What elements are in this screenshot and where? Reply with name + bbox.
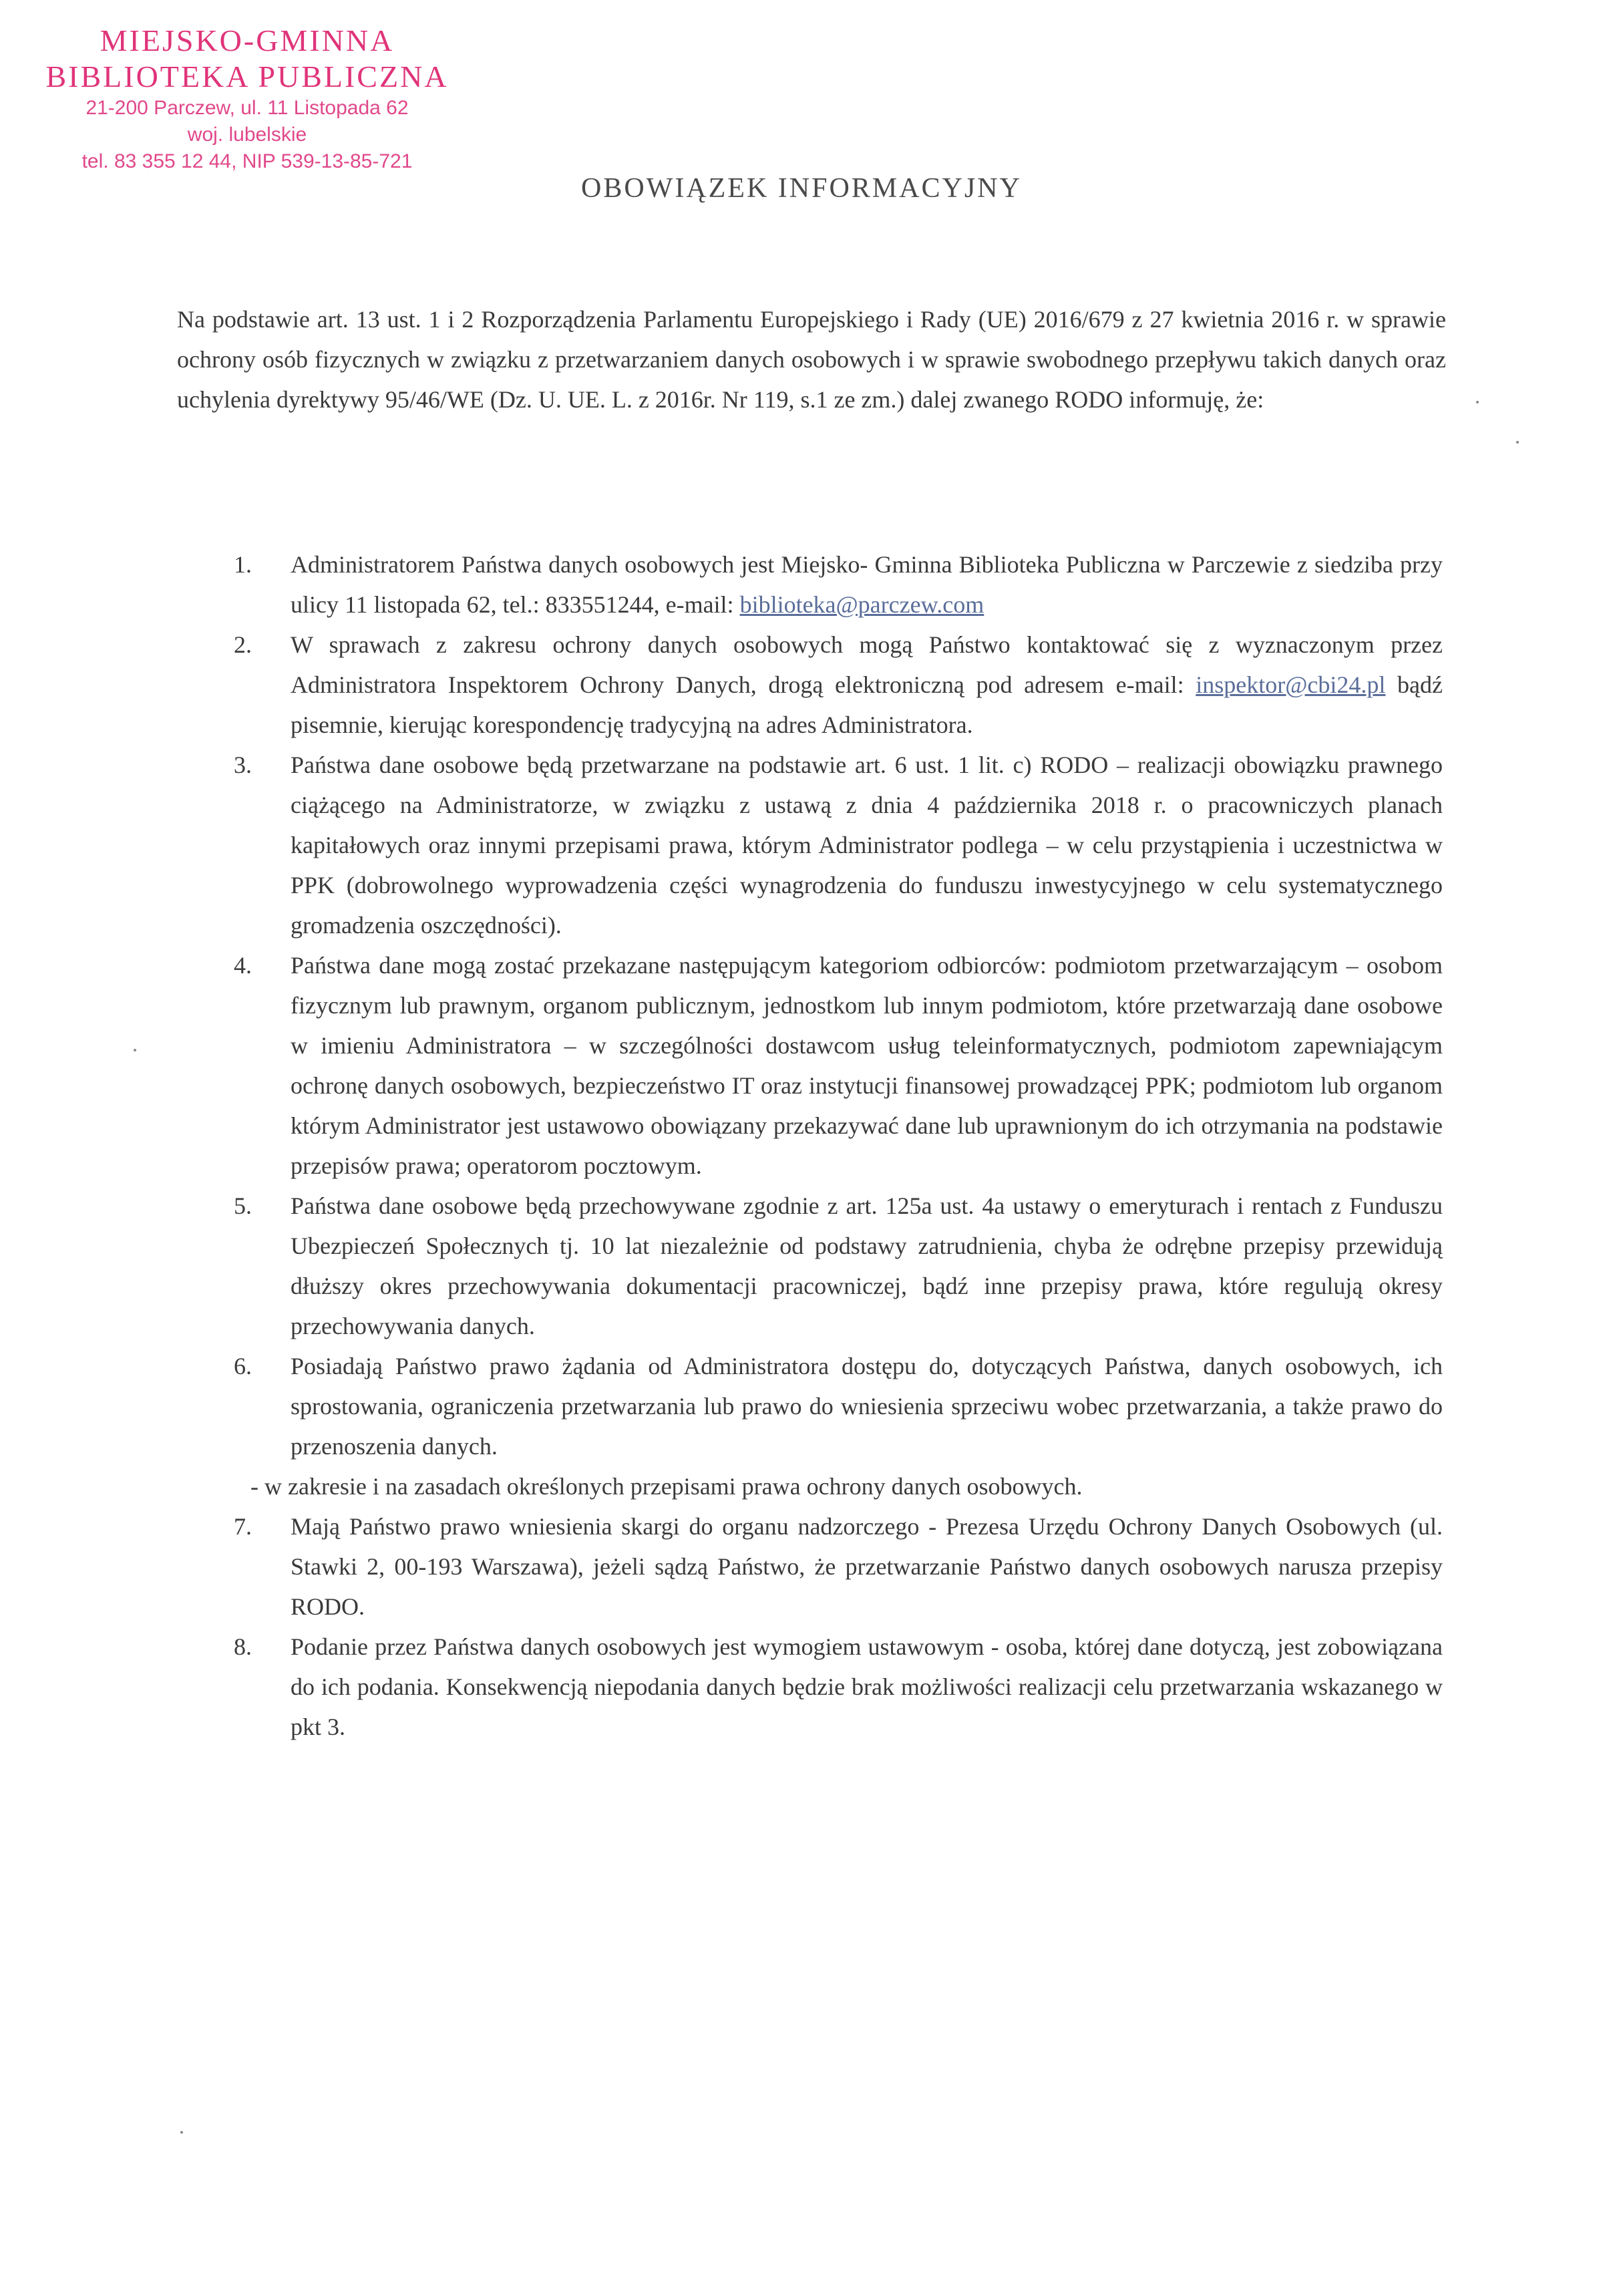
clause-number: 8. (234, 1633, 252, 1660)
scan-speck (1516, 441, 1519, 444)
clause-number: 4. (234, 952, 252, 979)
clause-number: 7. (234, 1513, 252, 1540)
stamp-name-line2: BIBLIOTEKA PUBLICZNA (45, 59, 449, 94)
stamp-region: woj. lubelskie (187, 124, 307, 146)
library-email-link[interactable]: biblioteka@parczew.com (739, 591, 985, 618)
scan-speck (1476, 401, 1479, 403)
stamp-contact: tel. 83 355 12 44, NIP 539-13-85-721 (81, 150, 413, 172)
clause-number: 3. (234, 752, 252, 778)
clause-5 (220, 1186, 1443, 1346)
clause-4 (220, 945, 1443, 1186)
inspector-email-link[interactable]: inspektor@cbi24.pl (1196, 671, 1386, 698)
clause-2 (220, 625, 1443, 745)
clause-text: Państwa dane mogą zostać przekazane następującym kategoriom odbiorców: podmiotom przetwarzającym – osobom fizycznym lub prawnym, organom publicznym, jednostkom lub innym podmiotom, które przetwarzają dane osobowe w imieniu Administratora – w szczególności dostawcom usług teleinformatycznych, podmiotom zapewniającym ochronę danych osobowych, bezpieczeństwo IT oraz instytucji finansowej prowadzącej PPK; podmiotom lub organom którym Administrator jest ustawowo obowiązany przekazywać dane lub uprawnionym do ich otrzymania na podstawie przepisów prawa; operatorom pocztowym. (291, 952, 1443, 1179)
clause-number: 1. (234, 551, 252, 578)
clause-text: Państwa dane osobowe będą przetwarzane na podstawie art. 6 ust. 1 lit. c) RODO – realizacji obowiązku prawnego ciążącego na Administratorze, w związku z ustawą z dnia 4 października 2018 r. o pracowniczych planach kapitałowych oraz innymi przepisami prawa, którym Administrator podlega – w celu przystąpienia i uczestnictwa w PPK (dobrowolnego wyprowadzenia części wynagrodzenia do funduszu inwestycyjnego w celu systematycznego gromadzenia oszczędności). (291, 752, 1443, 939)
clause-6-note: - w zakresie i na zasadach określonych przepisami prawa ochrony danych osobowych. (250, 1473, 1083, 1500)
stamp-name-line1: MIEJSKO-GMINNA (100, 23, 395, 57)
clause-1 (220, 544, 1443, 625)
document-title: OBOWIĄZEK INFORMACYJNY (581, 173, 1022, 204)
intro-paragraph: Na podstawie art. 13 ust. 1 i 2 Rozporządzenia Parlamentu Europejskiego i Rady (UE) 2016/679 z 27 kwietnia 2016 r. w sprawie ochrony osób fizycznych w związku z przetwarzaniem danych osobowych i w sprawie swobodnego przepływu takich danych oraz uchylenia dyrektywy 95/46/WE (Dz. U. UE. L. z 2016r. Nr 119, s.1 ze zm.) dalej zwanego RODO informuję, że: (177, 306, 1446, 413)
clause-number: 6. (234, 1353, 252, 1379)
clause-list (220, 544, 1443, 1747)
clause-text: Podanie przez Państwa danych osobowych jest wymogiem ustawowym - osoba, której dane dotyczą, jest zobowiązana do ich podania. Konsekwencją niepodania danych będzie brak możliwości realizacji celu przetwarzania wskazanego w pkt 3. (291, 1633, 1443, 1740)
clause-6 (220, 1346, 1443, 1466)
clause-6-note-row (220, 1466, 1443, 1506)
scan-speck (180, 2131, 183, 2134)
scan-speck (134, 1049, 136, 1051)
clause-text: Mają Państwo prawo wniesienia skargi do organu nadzorczego - Prezesa Urzędu Ochrony Danych Osobowych (ul. Stawki 2, 00-193 Warszawa), jeżeli sądzą Państwo, że przetwarzanie Państwo danych osobowych narusza przepisy RODO. (291, 1513, 1443, 1620)
clause-8 (220, 1627, 1443, 1747)
library-stamp (40, 23, 508, 175)
stamp-address: 21-200 Parczew, ul. 11 Listopada 62 (85, 97, 409, 119)
clause-text-after: bądź pisemnie, kierując korespondencję tradycyjną na adres Administratora. (291, 671, 1443, 738)
clause-7 (220, 1506, 1443, 1627)
clause-number: 5. (234, 1192, 252, 1219)
clause-text: W sprawach z zakresu ochrony danych osobowych mogą Państwo kontaktować się z wyznaczonym przez Administratora Inspektorem Ochrony Danych, drogą elektroniczną pod adresem e-mail: (291, 631, 1443, 698)
clause-text: Posiadają Państwo prawo żądania od Administratora dostępu do, dotyczących Państwa, danych osobowych, ich sprostowania, ograniczenia przetwarzania lub prawo do wniesienia sprzeciwu wobec przetwarzania, a także prawo do przenoszenia danych. (291, 1353, 1443, 1460)
clause-text: Państwa dane osobowe będą przechowywane zgodnie z art. 125a ust. 4a ustawy o emeryturach i rentach z Funduszu Ubezpieczeń Społecznych tj. 10 lat niezależnie od podstawy zatrudnienia, chyba że odrębne przepisy przewidują dłuższy okres przechowywania dokumentacji pracowniczej, bądź inne przepisy prawa, które regulują okresy przechowywania danych. (291, 1192, 1443, 1339)
clause-number: 2. (234, 631, 252, 658)
clause-text: Administratorem Państwa danych osobowych jest Miejsko- Gminna Biblioteka Publiczna w Parczewie z siedziba przy ulicy 11 listopada 62, tel.: 833551244, e-mail: (291, 551, 1443, 618)
clause-3 (220, 745, 1443, 945)
